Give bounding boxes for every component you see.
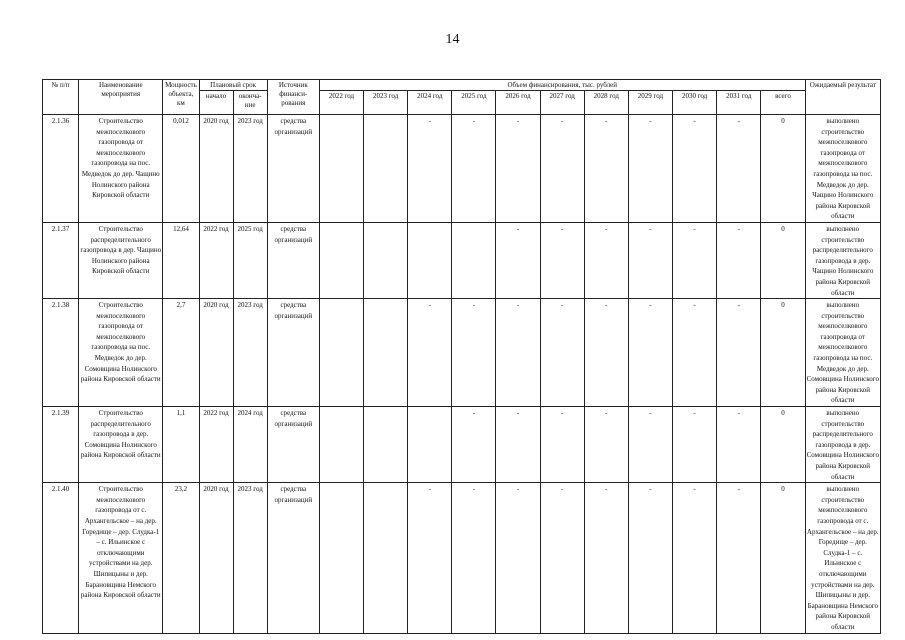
row-end: 2025 год (233, 222, 267, 298)
header-year: 2031 год (717, 91, 761, 115)
row-year-value: - (496, 299, 540, 407)
row-end: 2023 год (233, 299, 267, 407)
row-year-value (319, 222, 363, 298)
row-year-value (364, 407, 408, 483)
table-row (43, 483, 881, 633)
row-year-value: - (496, 483, 540, 633)
row-year-value: - (628, 222, 672, 298)
row-result: выполнено строительство межпоселкового газопровода от межпоселкового газопровода на пос. Медведок до дер. Чащино Нолинского района Кировской области (805, 115, 880, 223)
row-year-value (319, 115, 363, 223)
row-year-value: - (673, 299, 717, 407)
row-total: 0 (761, 407, 805, 483)
row-year-value: - (496, 407, 540, 483)
row-end: 2023 год (233, 115, 267, 223)
header-year: 2028 год (584, 91, 628, 115)
row-capacity: 12,64 (163, 222, 199, 298)
row-year-value: - (673, 483, 717, 633)
row-year-value: - (717, 115, 761, 223)
table-row (43, 407, 881, 483)
row-source: средства организаций (267, 407, 319, 483)
row-end: 2023 год (233, 483, 267, 633)
row-year-value: - (496, 222, 540, 298)
header-year: 2022 год (319, 91, 363, 115)
row-year-value: - (628, 115, 672, 223)
header-name: Наименование мероприятия (79, 80, 163, 115)
row-start: 2020 год (199, 115, 233, 223)
row-year-value: - (408, 115, 452, 223)
row-year-value: - (540, 483, 584, 633)
row-year-value: - (717, 222, 761, 298)
row-total: 0 (761, 483, 805, 633)
row-start: 2020 год (199, 299, 233, 407)
row-year-value: - (584, 115, 628, 223)
header-year: 2023 год (364, 91, 408, 115)
row-end: 2024 год (233, 407, 267, 483)
row-start: 2020 год (199, 483, 233, 633)
row-source: средства организаций (267, 115, 319, 223)
row-year-value (319, 483, 363, 633)
row-year-value: - (540, 115, 584, 223)
row-year-value: - (408, 483, 452, 633)
row-name: Строительство межпоселкового газопровода от межпоселкового газопровода на пос. Медведок до дер. Чащино Нолинского района Кировской области (79, 115, 163, 223)
header-year: 2025 год (452, 91, 496, 115)
header-term: Плановый срок (199, 80, 267, 91)
row-name: Строительство распределительного газопровода в дер. Чащино Нолинского района Кировской области (79, 222, 163, 298)
row-year-value: - (540, 299, 584, 407)
header-num: № п/п (43, 80, 79, 115)
row-year-value: - (628, 407, 672, 483)
row-year-value (319, 299, 363, 407)
table-row (43, 115, 881, 223)
row-num: 2.1.36 (43, 115, 79, 223)
row-capacity: 2,7 (163, 299, 199, 407)
row-start: 2022 год (199, 222, 233, 298)
row-year-value: - (496, 115, 540, 223)
row-source: средства организаций (267, 299, 319, 407)
row-year-value: - (584, 222, 628, 298)
row-num: 2.1.39 (43, 407, 79, 483)
row-num: 2.1.40 (43, 483, 79, 633)
row-year-value: - (717, 299, 761, 407)
row-source: средства организаций (267, 483, 319, 633)
row-year-value: - (452, 483, 496, 633)
header-year: 2024 год (408, 91, 452, 115)
header-term-end: оконча-ние (233, 91, 267, 115)
header-total: всего (761, 91, 805, 115)
row-year-value: - (584, 483, 628, 633)
row-year-value: - (540, 222, 584, 298)
row-year-value: - (673, 407, 717, 483)
row-year-value: - (717, 407, 761, 483)
header-term-start: начало (199, 91, 233, 115)
row-num: 2.1.38 (43, 299, 79, 407)
row-year-value: - (540, 407, 584, 483)
row-year-value: - (628, 483, 672, 633)
row-total: 0 (761, 222, 805, 298)
row-year-value (364, 115, 408, 223)
header-year: 2026 год (496, 91, 540, 115)
row-year-value (319, 407, 363, 483)
table-row (43, 222, 881, 298)
row-name: Строительство распределительного газопровода в дер. Сомовщина Нолинского района Кировской области (79, 407, 163, 483)
header-row-top (43, 80, 881, 91)
row-year-value (364, 299, 408, 407)
row-num: 2.1.37 (43, 222, 79, 298)
row-year-value: - (584, 407, 628, 483)
row-year-value (408, 407, 452, 483)
row-year-value (452, 222, 496, 298)
row-year-value: - (673, 115, 717, 223)
financing-table (42, 79, 881, 634)
row-name: Строительство межпоселкового газопровода от с. Архангельское – на дер. Горедище – дер. Слудка-1 – с. Ильинское с отключающими устройствами на дер. Шипицыны и дер. Барановщина Немского района Кировской области (79, 483, 163, 633)
row-result: выполнено строительство распределительного газопровода в дер. Сомовщина Нолинского района Кировской области (805, 407, 880, 483)
row-year-value: - (584, 299, 628, 407)
row-name: Строительство межпоселкового газопровода от межпоселкового газопровода на пос. Медведок до дер. Сомовщина Нолинского района Кировской области (79, 299, 163, 407)
row-year-value: - (717, 483, 761, 633)
row-year-value: - (628, 299, 672, 407)
row-start: 2022 год (199, 407, 233, 483)
header-result: Ожидаемый результат (805, 80, 880, 115)
row-year-value (364, 483, 408, 633)
row-year-value: - (408, 299, 452, 407)
row-capacity: 23,2 (163, 483, 199, 633)
row-year-value: - (452, 115, 496, 223)
row-capacity: 1,1 (163, 407, 199, 483)
header-source: Источник финанси-рования (267, 80, 319, 115)
page-number: 14 (445, 32, 460, 47)
row-source: средства организаций (267, 222, 319, 298)
row-result: выполнено строительство межпоселкового газопровода от с. Архангельское – на дер. Горедище – дер. Слудка-1 – с. Ильинское с отключающими устройствами на дер. Шипицыны и дер. Барановщина Немского района Кировской области (805, 483, 880, 633)
table-row (43, 299, 881, 407)
row-result: выполнено строительство распределительного газопровода в дер. Чащино Нолинского района Кировской области (805, 222, 880, 298)
row-year-value: - (673, 222, 717, 298)
row-total: 0 (761, 299, 805, 407)
row-result: выполнено строительство межпоселкового газопровода от межпоселкового газопровода на пос. Медведок до дер. Сомовщина Нолинского района Кировской области (805, 299, 880, 407)
row-year-value (408, 222, 452, 298)
header-year: 2030 год (673, 91, 717, 115)
header-year: 2027 год (540, 91, 584, 115)
row-total: 0 (761, 115, 805, 223)
row-year-value (364, 222, 408, 298)
row-capacity: 0,012 (163, 115, 199, 223)
row-year-value: - (452, 299, 496, 407)
header-year: 2029 год (628, 91, 672, 115)
header-volume: Объем финансирования, тыс. рублей (319, 80, 805, 91)
header-capacity: Мощность объекта, км (163, 80, 199, 115)
row-year-value: - (452, 407, 496, 483)
